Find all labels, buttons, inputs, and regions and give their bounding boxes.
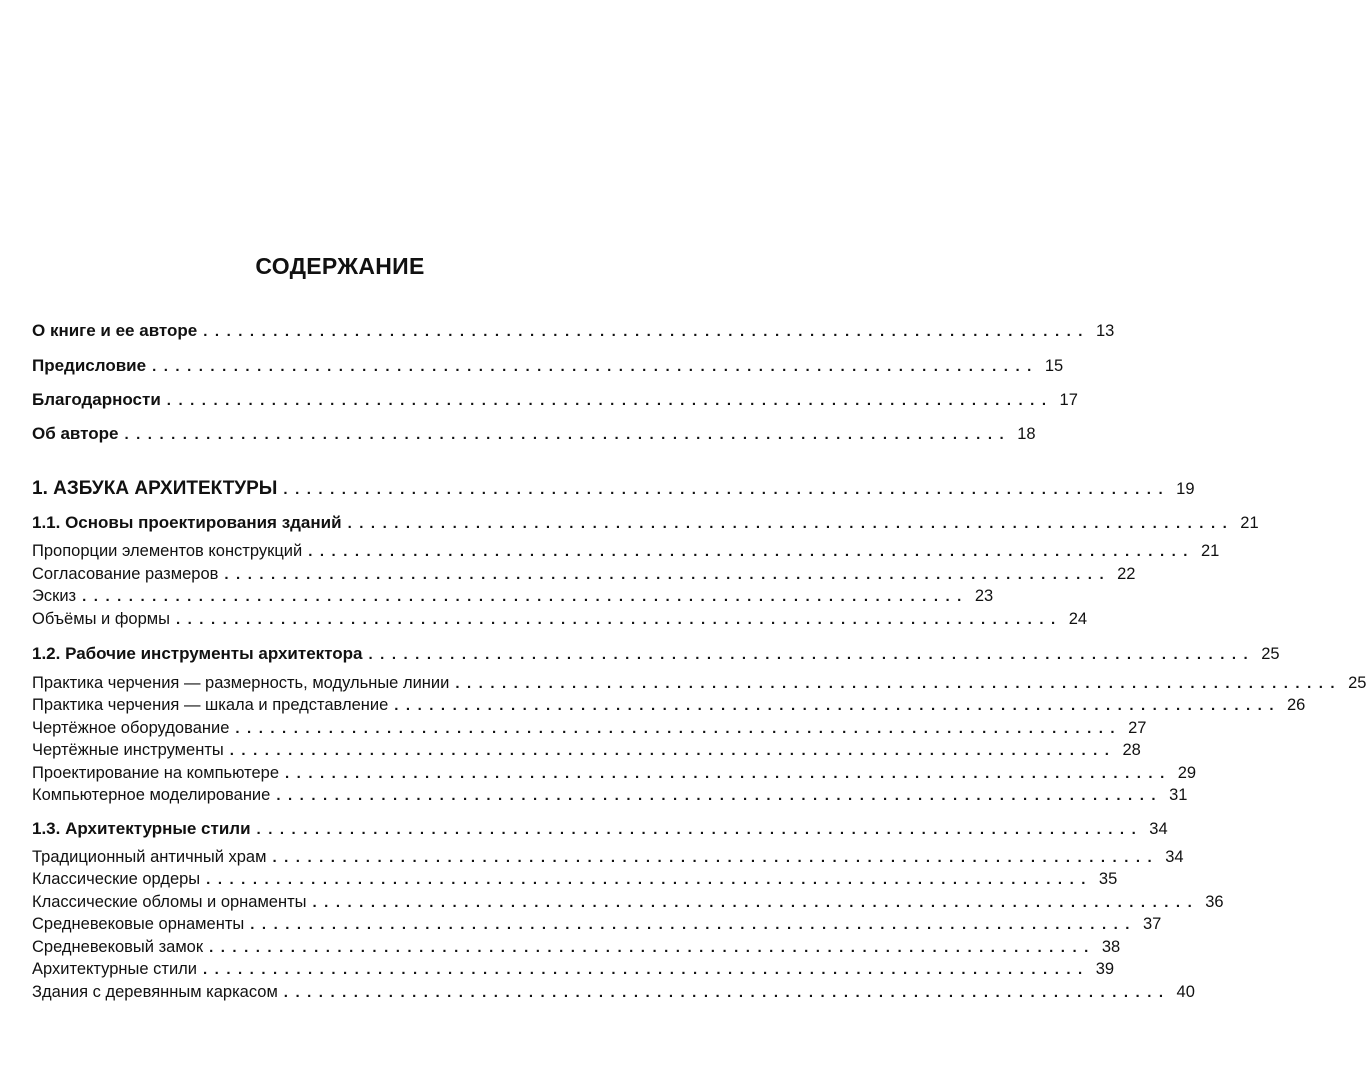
toc-subsection[interactable] xyxy=(32,542,1220,561)
toc-entry-label: Чертёжные инструменты xyxy=(32,741,224,759)
toc-subsection[interactable] xyxy=(32,610,1088,629)
toc-page-number: 26 xyxy=(1287,696,1306,714)
toc-page-number: 40 xyxy=(1176,983,1195,1001)
toc-entry-label: Классические обломы и орнаменты xyxy=(32,893,307,911)
dot-leader: ............................................................................ xyxy=(368,646,1256,663)
toc-entry-label: Практика черчения — шкала и представление xyxy=(32,696,389,714)
dot-leader: ............................................................................ xyxy=(256,821,1144,838)
toc-entry-label: Традиционный античный храм xyxy=(32,848,267,866)
toc-subsection[interactable] xyxy=(32,938,1121,957)
toc-page-number: 37 xyxy=(1142,915,1162,933)
dot-leader: ............................................................................ xyxy=(152,358,1039,375)
toc-entry-label: Чертёжное оборудование xyxy=(32,719,230,737)
dot-leader: ............................................................................ xyxy=(283,481,1171,498)
toc-subsection[interactable] xyxy=(32,565,1136,584)
dot-leader: ............................................................................ xyxy=(229,742,1117,759)
toc-entry-label: Классические ордеры xyxy=(32,870,201,888)
dot-leader: ............................................................................ xyxy=(175,611,1063,628)
toc-chapter-1[interactable] xyxy=(32,478,1195,500)
toc-subsection[interactable] xyxy=(32,983,1195,1002)
dot-leader: ............................................................................ xyxy=(272,849,1160,866)
toc-page-number: 25 xyxy=(1348,674,1366,692)
dot-leader: ............................................................................ xyxy=(235,720,1123,737)
toc-entry-label: Средневековый замок xyxy=(32,938,204,956)
toc-subsection[interactable] xyxy=(32,587,994,606)
toc-page-number: 15 xyxy=(1044,357,1064,375)
toc-page-number: 23 xyxy=(974,587,994,605)
toc-entry-label: 1.1. Основы проектирования зданий xyxy=(32,513,342,532)
toc-subsection[interactable] xyxy=(32,696,1306,715)
toc-subsection[interactable] xyxy=(32,764,1197,783)
toc-entry-label: Объёмы и формы xyxy=(32,610,170,628)
toc-entry-about-author[interactable] xyxy=(32,424,1036,444)
toc-page-number: 21 xyxy=(1240,514,1259,532)
toc-entry-label: Согласование размеров xyxy=(32,565,219,583)
toc-subsection[interactable] xyxy=(32,741,1141,760)
toc-subsection[interactable] xyxy=(32,786,1188,805)
toc-entry-label: Здания с деревянным каркасом xyxy=(32,983,278,1001)
dot-leader: ............................................................................ xyxy=(308,543,1195,560)
toc-page-number: 36 xyxy=(1205,893,1224,911)
toc-entry-label: 1.2. Рабочие инструменты архитектора xyxy=(32,644,363,663)
toc-entry-label: Об авторе xyxy=(32,424,119,443)
toc-entry-label: Пропорции элементов конструкций xyxy=(32,542,303,560)
toc-subsection[interactable] xyxy=(32,674,1366,693)
toc-entry-about-book[interactable] xyxy=(32,321,1115,341)
toc-subsection[interactable] xyxy=(32,915,1162,934)
toc-entry-label: Благодарности xyxy=(32,390,161,409)
dot-leader: ............................................................................ xyxy=(124,426,1012,443)
toc-page-number: 17 xyxy=(1059,391,1078,409)
toc-page-number: 29 xyxy=(1177,764,1197,782)
toc-entry-label: 1.3. Архитектурные стили xyxy=(32,819,251,838)
toc-section-1-1[interactable] xyxy=(32,513,1259,533)
dot-leader: ............................................................................ xyxy=(224,566,1112,583)
toc-subsection[interactable] xyxy=(32,870,1118,889)
toc-entry-acknowledgements[interactable] xyxy=(32,390,1078,410)
toc-entry-label: Эскиз xyxy=(32,587,77,605)
toc-entry-preface[interactable] xyxy=(32,356,1064,376)
toc-page-number: 13 xyxy=(1095,322,1115,340)
dot-leader: ............................................................................ xyxy=(285,765,1172,782)
dot-leader: ............................................................................ xyxy=(276,787,1164,804)
toc-page-number: 18 xyxy=(1017,425,1036,443)
toc-entry-label: Архитектурные стили xyxy=(32,960,197,978)
dot-leader: ............................................................................ xyxy=(312,894,1200,911)
dot-leader: ............................................................................ xyxy=(250,916,1137,933)
dot-leader: ............................................................................ xyxy=(283,984,1171,1001)
toc-entry-label: Средневековые орнаменты xyxy=(32,915,245,933)
toc-section-1-2[interactable] xyxy=(32,644,1280,664)
toc-subsection[interactable] xyxy=(32,893,1224,912)
toc-page-number: 31 xyxy=(1169,786,1188,804)
dot-leader: ............................................................................ xyxy=(166,392,1054,409)
toc-page-number: 34 xyxy=(1149,820,1168,838)
toc-page-number: 38 xyxy=(1101,938,1121,956)
dot-leader: ............................................................................ xyxy=(82,588,969,605)
toc-entry-label: Проектирование на компьютере xyxy=(32,764,280,782)
toc-page-number: 28 xyxy=(1122,741,1141,759)
toc-page-number: 25 xyxy=(1261,645,1280,663)
toc-page-number: 19 xyxy=(1176,480,1195,498)
toc-page-number: 22 xyxy=(1117,565,1136,583)
table-of-contents xyxy=(32,0,1366,1092)
dot-leader: ............................................................................ xyxy=(206,871,1093,888)
toc-subsection[interactable] xyxy=(32,719,1147,738)
toc-page-number: 39 xyxy=(1095,960,1115,978)
toc-entry-label: О книге и ее авторе xyxy=(32,321,198,340)
dot-leader: ............................................................................ xyxy=(203,961,1090,978)
dot-leader: ............................................................................ xyxy=(455,675,1343,692)
toc-page-number: 21 xyxy=(1200,542,1220,560)
toc-page-number: 27 xyxy=(1128,719,1147,737)
dot-leader: ............................................................................ xyxy=(394,697,1281,714)
toc-subsection[interactable] xyxy=(32,848,1184,867)
toc-entry-label: Компьютерное моделирование xyxy=(32,786,271,804)
dot-leader: ............................................................................ xyxy=(203,323,1090,340)
dot-leader: ............................................................................ xyxy=(209,939,1096,956)
toc-page-number: 34 xyxy=(1165,848,1184,866)
toc-entry-label: 1. АЗБУКА АРХИТЕКТУРЫ xyxy=(32,478,278,499)
toc-page-number: 35 xyxy=(1098,870,1118,888)
toc-entry-label: Предисловие xyxy=(32,356,147,375)
page-title: СОДЕРЖАНИЕ xyxy=(255,253,425,279)
toc-page-number: 24 xyxy=(1068,610,1088,628)
dot-leader: ............................................................................ xyxy=(347,515,1235,532)
toc-subsection[interactable] xyxy=(32,960,1115,979)
toc-section-1-3[interactable] xyxy=(32,819,1168,839)
toc-entry-label: Практика черчения — размерность, модульные линии xyxy=(32,674,450,692)
